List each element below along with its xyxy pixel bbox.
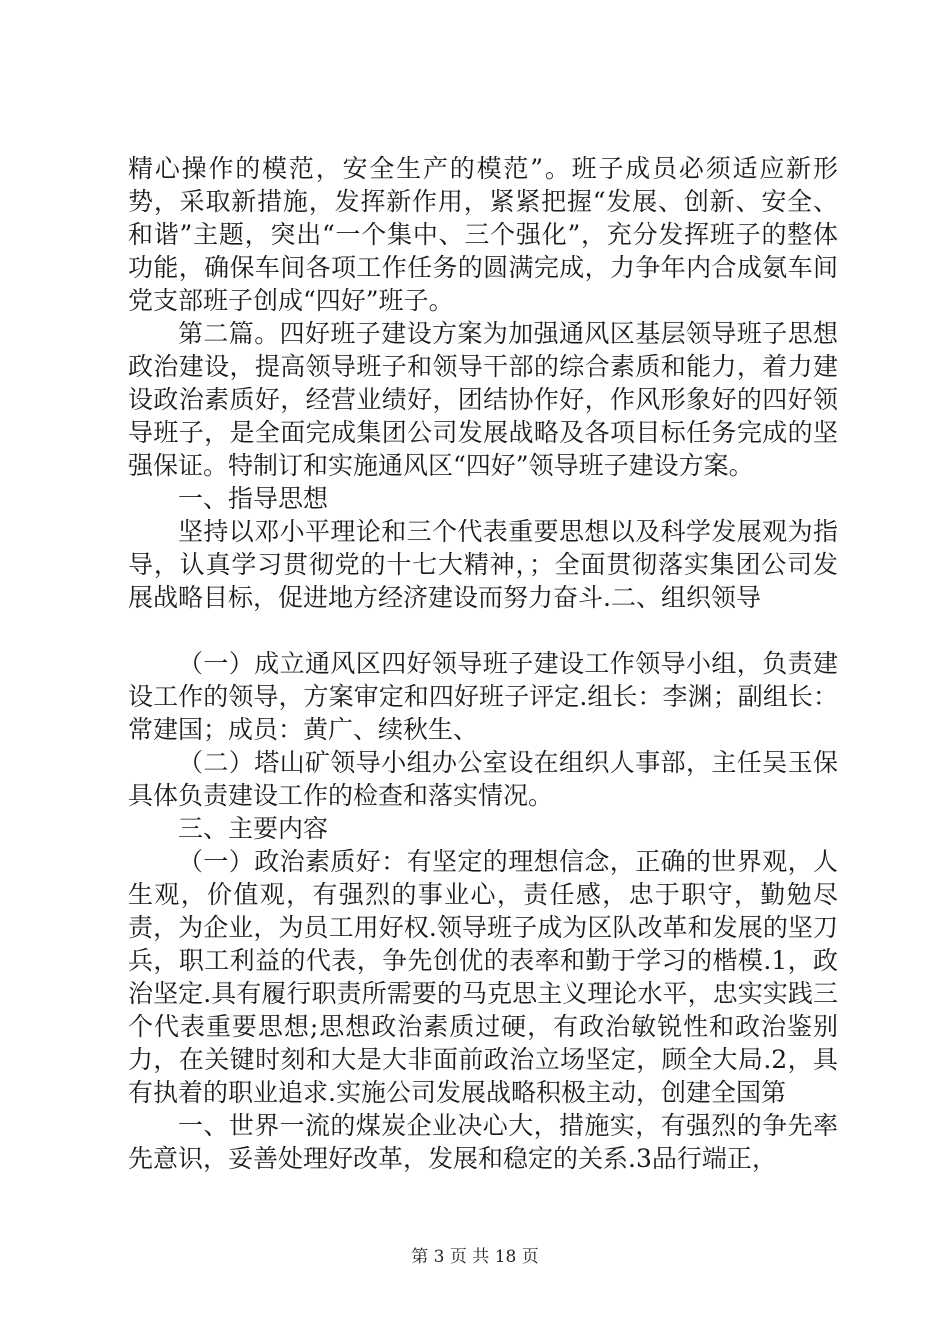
page-number-footer: 第 3 页 共 18 页 (411, 1247, 539, 1267)
heading-guiding-thought: 一、指导思想 (178, 484, 329, 513)
paragraph-leadership-group: （一）成立通风区四好领导班子建设工作领导小组，负责建设工作的领导，方案审定和四好班子评定.组长：李渊；副组长：常建国；成员：黄广、续秋生、 (128, 649, 838, 744)
paragraph-political-quality: （一）政治素质好：有坚定的理想信念，正确的世界观，人生观，价值观，有强烈的事业心，责任感，忠于职守，勤勉尽责，为企业，为员工用好权.领导班子成为区队改革和发展的坚刀兵，职工利益的代表，争先创优的表率和勤于学习的楷模.1，政治坚定.具有履行职责所需要的马克思主义理论水平，忠实实践三个代表重要思想;思想政治素质过硬，有政治敏锐性和政治鉴别力，在关键时刻和大是大非面前政治立场坚定，顾全大局.2，具有执着的职业追求.实施公司发展战略积极主动，创建全国第 (128, 847, 838, 1107)
paragraph-office: （二）塔山矿领导小组办公室设在组织人事部，主任吴玉保具体负责建设工作的检查和落实情况。 (128, 748, 838, 810)
document-body (128, 152, 838, 1175)
paragraph-guiding-thought: 坚持以邓小平理论和三个代表重要思想以及科学发展观为指导，认真学习贯彻党的十七大精神，；全面贯彻落实集团公司发展战略目标，促进地方经济建设而努力奋斗.二、组织领导 (128, 517, 838, 612)
paragraph-part-two-intro: 第二篇。四好班子建设方案为加强通风区基层领导班子思想政治建设，提高领导班子和领导干部的综合素质和能力，着力建设政治素质好，经营业绩好，团结协作好，作风形象好的四好领导班子，是全面完成集团公司发展战略及各项目标任务完成的坚强保证。特制订和实施通风区“四好”领导班子建设方案。 (128, 319, 838, 480)
paragraph-continuation: 精心操作的模范，安全生产的模范”。班子成员必须适应新形势，采取新措施，发挥新作用，紧紧把握“发展、创新、安全、和谐”主题，突出“一个集中、三个强化”，充分发挥班子的整体功能，确保车间各项工作任务的圆满完成，力争年内合成氨车间党支部班子创成“四好”班子。 (128, 154, 838, 315)
heading-main-content: 三、主要内容 (178, 814, 329, 843)
paragraph-world-class: 一、世界一流的煤炭企业决心大，措施实，有强烈的争先率先意识，妥善处理好改革，发展和稳定的关系.3品行端正， (128, 1111, 838, 1173)
